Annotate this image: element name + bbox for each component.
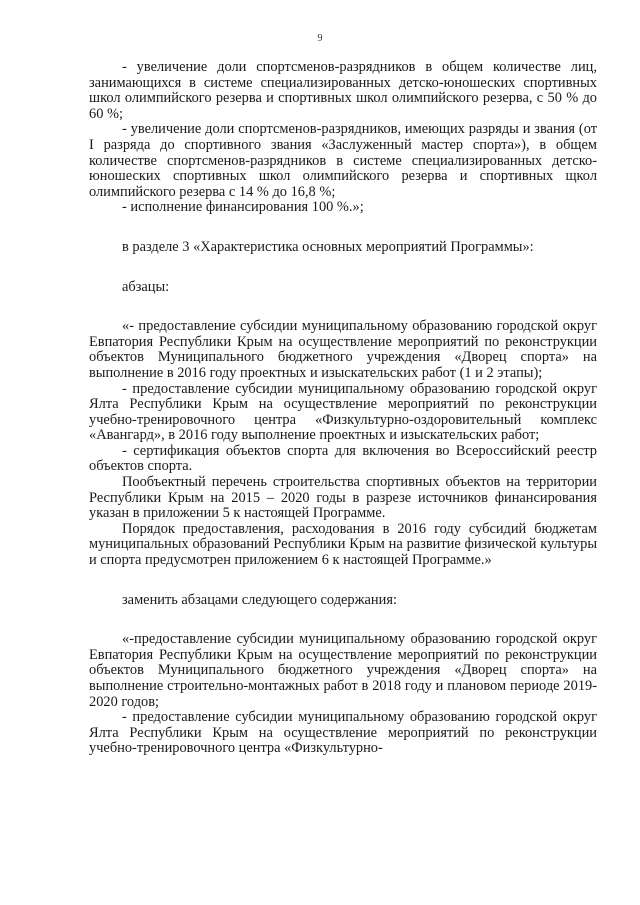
- quoted-paragraph: - сертификация объектов спорта для включения во Всероссийский реестр объектов спорта.: [89, 442, 597, 475]
- paragraph: - исполнение финансирования 100 %.»;: [122, 199, 364, 216]
- document-body: [89, 60, 597, 757]
- paragraph: абзацы:: [122, 278, 170, 295]
- paragraph: заменить абзацами следующего содержания:: [122, 591, 397, 608]
- quoted-paragraph: Порядок предоставления, расходования в 2016 году субсидий бюджетам муниципальных образований Республики Крым на развитие физической культуры и спорта предусмотрен приложением 6 к настоящей Программе.»: [89, 520, 597, 569]
- paragraph: - увеличение доли спортсменов-разрядников в общем количестве лиц, занимающихся в системе специализированных детско-юношеских спортивных школ олимпийского резерва и спортивных школ олимпийского резерва, с 50 % до 60 %;: [89, 59, 597, 122]
- quoted-paragraph: Пообъектный перечень строительства спортивных объектов на территории Республики Крым на 2015 – 2020 годы в разрезе источников финансирования указан в приложении 5 к настоящей Программе.: [89, 474, 597, 522]
- replacement-paragraph: «-предоставление субсидии муниципальному образованию городской округ Евпатория Республики Крым на осуществление мероприятий по реконструкции объектов Муниципального бюджетного учреждения «Дворец спорта» на выполнение строительно-монтажных работ в 2018 году и плановом периоде 2019- 2020 годов;: [89, 631, 597, 710]
- quoted-paragraph: - предоставление субсидии муниципальному образованию городской округ Ялта Республики Крым на осуществление мероприятий по реконструкции учебно-тренировочного центра «Физкультурно-оздоровительный комплекс «Авангард», в 2016 году выполнение проектных и изыскательских работ;: [89, 380, 597, 444]
- quoted-paragraph: «- предоставление субсидии муниципальному образованию городской округ Евпатория Республики Крым на осуществление мероприятий по реконструкции объектов Муниципального бюджетного учреждения «Дворец спорта» на выполнение в 2016 году проектных и изыскательских работ (1 и 2 этапы);: [89, 318, 597, 381]
- page-number: 9: [317, 33, 323, 44]
- section-reference: в разделе 3 «Характеристика основных мероприятий Программы»:: [122, 238, 534, 255]
- replacement-paragraph: - предоставление субсидии муниципальному образованию городской округ Ялта Республики Крым на осуществление мероприятий по реконструкции учебно-тренировочного центра «Физкультурно-: [89, 709, 597, 757]
- paragraph: - увеличение доли спортсменов-разрядников, имеющих разряды и звания (от I разряда до спортивного звания «Заслуженный мастер спорта»), в общем количестве спортсменов-разрядников в системе специализированных детско-юношеских спортивных школ олимпийского резерва и спортивных щкол олимпийского резерва с 14 % до 16,8 %;: [89, 121, 597, 200]
